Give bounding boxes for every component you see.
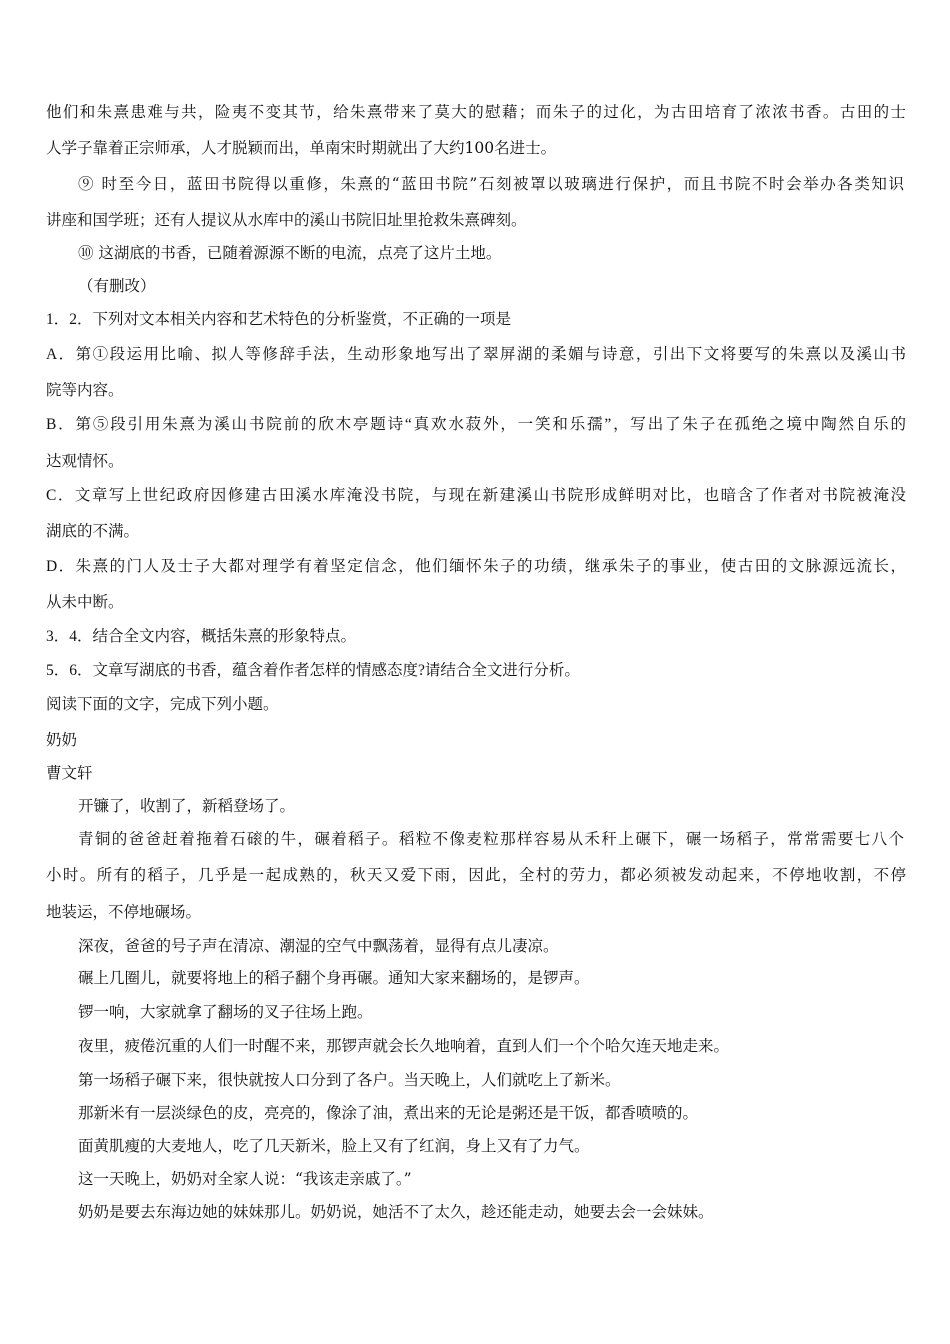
story-p6: 夜里，疲倦沉重的人们一时醒不来，那锣声就会长久地响着，直到人们一个个哈欠连天地走来。 (78, 1037, 730, 1055)
story-p11: 奶奶是要去东海边她的妹妹那儿。奶奶说，她活不了太久，趁还能走动，她要去会一会妹妹。 (78, 1203, 714, 1221)
option-d-line1: D．朱熹的门人及士子大都对理学有着坚定信念，他们缅怀朱子的功绩，继承朱子的事业，使古田的文脉源远流长， (46, 558, 906, 575)
question-5-6: 5．6．文章写湖底的书香，蕴含着作者怎样的情感态度?请结合全文进行分析。 (46, 662, 580, 679)
option-d-line2: 从未中断。 (46, 594, 124, 611)
question-3-4: 3．4．结合全文内容，概括朱熹的形象特点。 (46, 628, 357, 645)
story-p2-line3: 地装运，不停地碾场。 (46, 903, 202, 921)
story-p4: 碾上几圈儿，就要将地上的稻子翻个身再碾。通知大家来翻场的，是锣声。 (78, 969, 590, 987)
passage1-p9-line1: ⑨ 时至今日，蓝田书院得以重修，朱熹的“蓝田书院”石刻被罩以玻璃进行保护，而且书院不时会举办各类知识 (78, 175, 904, 193)
passage1-p9-line2: 讲座和国学班；还有人提议从水库中的溪山书院旧址里抢救朱熹碑刻。 (46, 211, 527, 229)
option-c-line2: 湖底的不满。 (46, 523, 140, 540)
option-a-line1: A．第①段运用比喻、拟人等修辞手法，生动形象地写出了翠屏湖的柔媚与诗意，引出下文将要写的朱熹以及溪山书 (46, 346, 906, 363)
story-p3: 深夜，爸爸的号子声在清凉、潮湿的空气中飘荡着，显得有点儿凄凉。 (78, 937, 559, 955)
story-p2-line1: 青铜的爸爸赶着拖着石磙的牛，碾着稻子。稻粒不像麦粒那样容易从禾秆上碾下，碾一场稻子，常常需要七八个 (78, 830, 904, 848)
passage1-p8-line1: 他们和朱熹患难与共，险夷不变其节，给朱熹带来了莫大的慰藉；而朱子的过化，为古田培育了浓浓书香。古田的士 (46, 103, 906, 121)
story-p1: 开镰了，收割了，新稻登场了。 (78, 797, 296, 815)
source-note: （有删改） (78, 277, 156, 295)
passage1-p8-line2: 人学子靠着正宗师承，人才脱颖而出，单南宋时期就出了大约100名进士。 (46, 139, 557, 157)
passage1-p10: ⑩ 这湖底的书香，已随着源源不断的电流，点亮了这片土地。 (78, 244, 502, 262)
reading-instruction: 阅读下面的文字，完成下列小题。 (46, 696, 279, 713)
option-b-line2: 达观情怀。 (46, 453, 124, 470)
option-c-line1: C．文章写上世纪政府因修建古田溪水库淹没书院，与现在新建溪山书院形成鲜明对比，也暗含了作者对书院被淹没 (46, 487, 906, 504)
option-a-line2: 院等内容。 (46, 382, 124, 399)
story-p5: 锣一响，大家就拿了翻场的叉子往场上跑。 (78, 1003, 373, 1021)
story-p2-line2: 小时。所有的稻子，几乎是一起成熟的，秋天又爱下雨，因此，全村的劳力，都必须被发动起来，不停地收割，不停 (46, 866, 906, 884)
story-p7: 第一场稻子碾下来，很快就按人口分到了各户。当天晚上，人们就吃上了新米。 (78, 1071, 621, 1089)
option-b-line1: B．第⑤段引用朱熹为溪山书院前的欣木亭题诗“真欢水菽外，一笑和乐孺”，写出了朱子在孤绝之境中陶然自乐的 (46, 416, 906, 433)
story-p8: 那新米有一层淡绿色的皮，亮亮的，像涂了油，煮出来的无论是粥还是干饭，都香喷喷的。 (78, 1104, 699, 1122)
question-1-2: 1．2．下列对文本相关内容和艺术特色的分析鉴赏，不正确的一项是 (46, 311, 512, 328)
story-p9: 面黄肌瘦的大麦地人，吃了几天新米，脸上又有了红润，身上又有了力气。 (78, 1137, 590, 1155)
story-p10: 这一天晚上，奶奶对全家人说：“我该走亲戚了。” (78, 1170, 412, 1188)
story-author: 曹文轩 (46, 764, 93, 782)
story-title: 奶奶 (46, 731, 78, 749)
